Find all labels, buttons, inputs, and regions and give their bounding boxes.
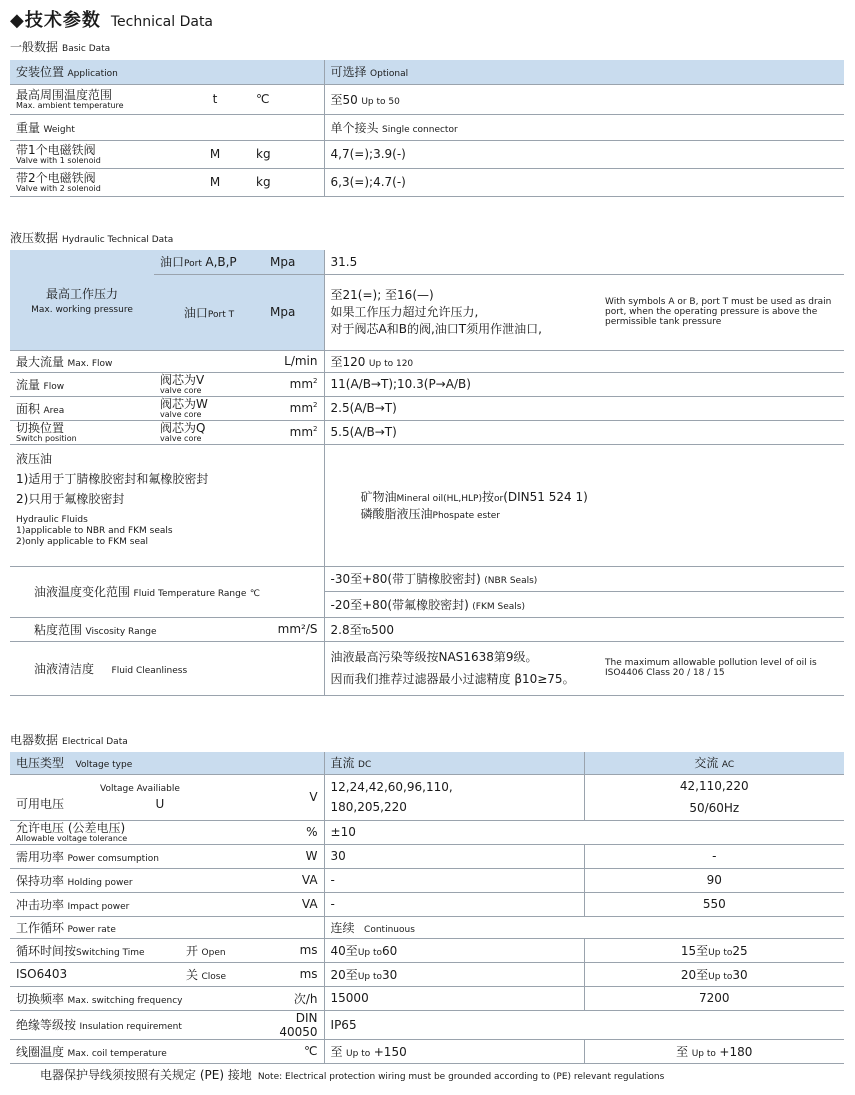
table-row: 油液清洁度 Fluid Cleanliness 油液最高污染等级按NAS1638第9级。 因而我们推荐过滤器最小过滤精度 β10≥75。 The maximum allowable pollution level of oil is ISO4406 Class 20 / 18 / 15 <box>10 641 844 695</box>
table-row: -20至+80(带氟橡胶密封) (FKM Seals) <box>10 591 844 617</box>
table-row: 工作循环 Power rate 连续 Continuous <box>10 916 844 938</box>
section-basic-heading: 一般数据 Basic Data <box>10 40 111 54</box>
table-row: 切换频率 Max. switching frequency 次/h 15000 7200 <box>10 986 844 1010</box>
table-row: 切换位置 Switch position 阀芯为Q valve core $mm^2$ 5.5(A/B→T) <box>10 420 844 444</box>
table-row: 允许电压 (公差电压) Allowable voltage tolerance % ±10 <box>10 820 844 844</box>
table-row: 最大流量 Max. Flow L/min 至120 Up to 120 <box>10 350 844 372</box>
table-row: 带1个电磁铁阀 Valve with 1 solenoid M kg 4,7(=);3.9(-) <box>10 140 844 168</box>
title-cn: ◆技术参数 <box>10 10 101 31</box>
table-row: 循环时间按Switching Time 开 Open ms 40至Up to60 15至Up to25 <box>10 938 844 962</box>
section-hydraulic-heading: 液压数据 Hydraulic Technical Data <box>10 231 174 245</box>
table-row: 最高周围温度范围 Max. ambient temperature t ℃ 至50 Up to 50 <box>10 84 844 114</box>
page-title <box>10 6 213 32</box>
table-row: 油口Port T Mpa 至21(=); 至16(—) 如果工作压力超过允许压力, 对于阀芯A和B的阀,油口T须用作泄油口, With symbols A or B, port T must be used as drain port, when the operating pressure is above the permissible tank pressure <box>10 274 844 350</box>
table-row: 绝缘等级按 Insulation requirement DIN 40050 IP65 <box>10 1010 844 1039</box>
electrical-data-table <box>10 752 844 1064</box>
table-row: 重量 Weight 单个接头 Single connector <box>10 114 844 140</box>
table-row: 安装位置 Application 可选择 Optional <box>10 60 844 84</box>
table-row: 带2个电磁铁阀 Valve with 2 solenoid M kg 6,3(=);4.7(-) <box>10 168 844 196</box>
table-row: 液压油 1)适用于丁腈橡胶密封和氟橡胶密封 2)只用于氟橡胶密封 Hydraulic Fluids 1)applicable to NBR and FKM seals 2)only applicable to FKM seal 矿物油Mineral oil(HL,HLP)按or(DIN51 524 1) 磷酸脂液压油Phospate ester <box>10 444 844 566</box>
section-electrical-heading: 电器数据 Electrical Data <box>10 733 128 747</box>
table-row: 最高工作压力 Max. working pressure 油口Port A,B,P Mpa 31.5 <box>10 250 844 274</box>
table-row: 粘度范围 Viscosity Range mm²/S 2.8至To500 <box>10 617 844 641</box>
table-row: 需用功率 Power comsumption W 30 - <box>10 844 844 868</box>
table-row: 线圈温度 Max. coil temperature ℃ 至 Up to +150 至 Up to +180 <box>10 1039 844 1063</box>
electrical-note: 电器保护导线须按照有关规定 (PE) 接地 Note: Electrical protection wiring must be grounded according to (PE) relevant regulations <box>40 1068 665 1082</box>
table-row: 油液温度变化范围 Fluid Temperature Range ℃ -30至+80(带丁腈橡胶密封) (NBR Seals) <box>10 566 844 591</box>
table-row: ISO6403 关 Close ms 20至Up to30 20至Up to30 <box>10 962 844 986</box>
table-row: 保持功率 Holding power VA - 90 <box>10 868 844 892</box>
table-row: 流量 Flow 阀芯为V valve core $mm^2$ 11(A/B→T);10.3(P→A/B) <box>10 372 844 396</box>
table-row: 冲击功率 Impact power VA - 550 <box>10 892 844 916</box>
table-row: Voltage Availiable 可用电压 U V 12,24,42,60,96,110, 180,205,220 42,110,220 50/60Hz <box>10 774 844 820</box>
table-row: 面积 Area 阀芯为W valve core $mm^2$ 2.5(A/B→T) <box>10 396 844 420</box>
basic-data-table <box>10 60 844 197</box>
hydraulic-data-table <box>10 250 844 696</box>
table-row: 电压类型 Voltage type 直流 DC 交流 AC <box>10 752 844 774</box>
title-en: Technical Data <box>110 14 214 30</box>
